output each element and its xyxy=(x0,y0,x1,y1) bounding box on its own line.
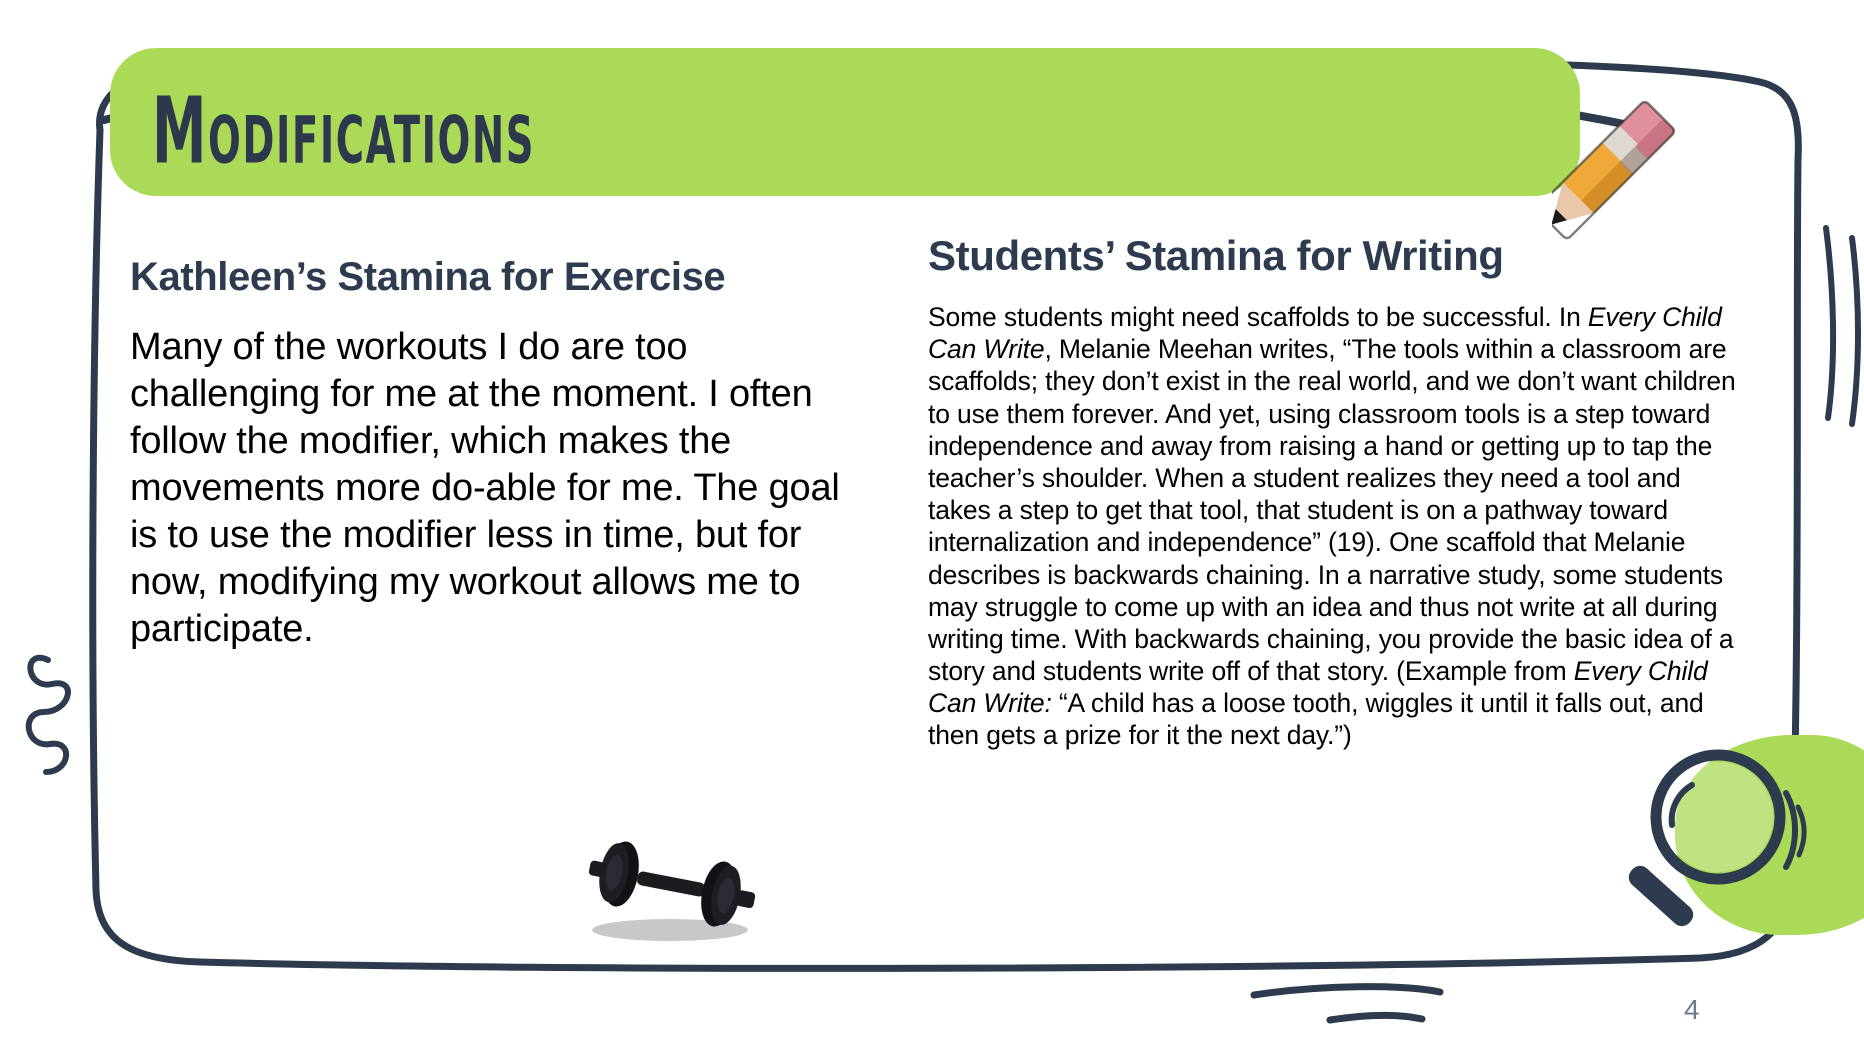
rc-book-title-1: Every Child Can Write xyxy=(928,302,1722,365)
pencil-icon xyxy=(1552,95,1712,255)
right-column xyxy=(928,232,1746,752)
pencil-body xyxy=(1552,100,1676,240)
page-number: 4 xyxy=(1684,994,1700,1025)
left-column-heading: Kathleen’s Stamina for Exercise xyxy=(130,255,726,299)
magnifying-glass-icon xyxy=(1600,735,1810,955)
flourish-bottom-2 xyxy=(1330,1015,1422,1020)
rc-part-1: Some students might need scaffolds to be successful. In xyxy=(928,302,1588,333)
left-column-paragraph: Many of the workouts I do are too challenging for me at the moment. I often follow the modifier, which makes the movements more do-able for me. The goal is to use the modifier less in time, but for now, modifying my workout allows me to participate. xyxy=(130,325,840,651)
magnifier-motion-2 xyxy=(1798,807,1804,855)
dumbbell-body xyxy=(583,836,760,934)
rc-book-title-2: Every Child Can Write: xyxy=(928,656,1708,719)
dash-right-2 xyxy=(1852,238,1858,424)
page-title: Modifications xyxy=(152,78,536,186)
squiggle-left xyxy=(29,658,68,772)
rc-part-3: “A child has a loose tooth, wiggles it until it falls out, and then gets a prize for it the next day.”) xyxy=(928,688,1704,751)
left-column xyxy=(130,255,870,654)
magnifier-motion-1 xyxy=(1786,793,1795,867)
flourish-bottom-1 xyxy=(1254,987,1440,995)
magnifier-lens xyxy=(1663,762,1773,872)
dash-right-1 xyxy=(1826,228,1833,418)
right-column-paragraph xyxy=(928,301,1746,752)
rc-part-2: , Melanie Meehan writes, “The tools within a classroom are scaffolds; they don’t exist in the real world, and we don’t want children to use them forever. And yet, using classroom tools is a step toward independence and away from raising a hand or getting up to tap the teacher’s shoulder. When a student realizes they need a tool and takes a step to get that tool, that student is on a pathway toward internalization and independence” (19). One scaffold that Melanie describes is backwards chaining. In a narrative study, some students may struggle to come up with an idea and thus not write at all during writing time. With backwards chaining, you provide the basic idea of a story and students write off of that story. (Example from xyxy=(928,334,1736,687)
dumbbell-icon xyxy=(575,830,765,950)
right-column-heading: Students’ Stamina for Writing xyxy=(928,232,1504,279)
